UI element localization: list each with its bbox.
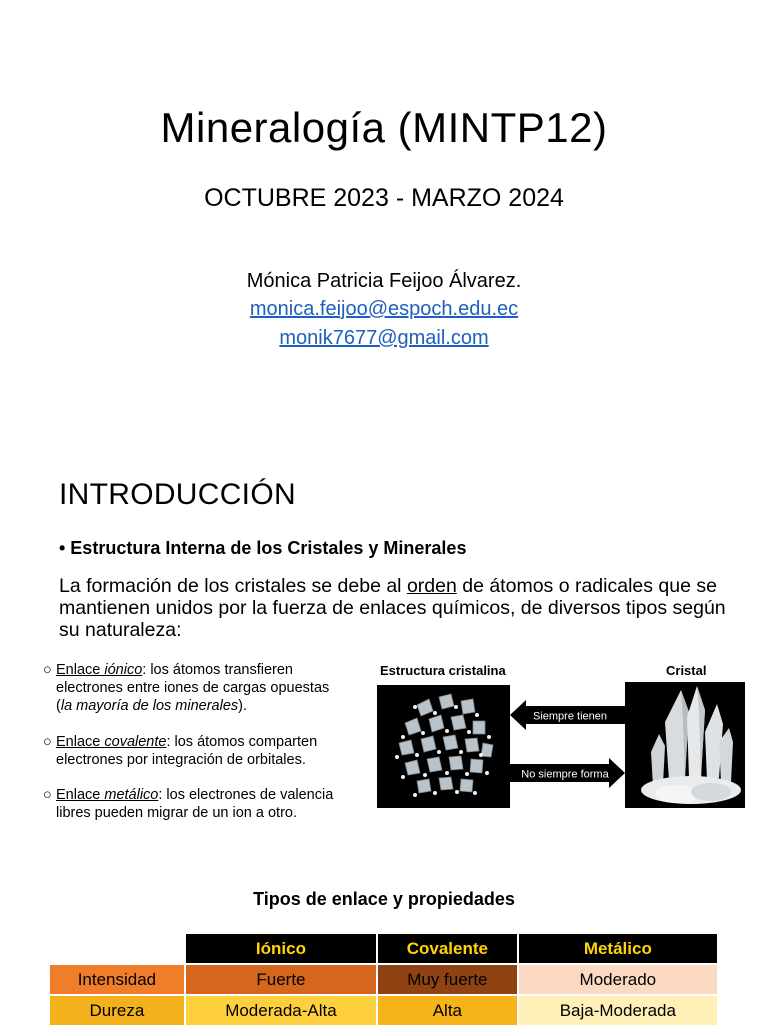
bond-item-metallic xyxy=(43,786,373,822)
header-cell-covalent: Covalente xyxy=(378,934,517,963)
page-title: Mineralogía (MINTP12) xyxy=(160,104,608,151)
email-link-personal[interactable]: monik7677@gmail.com xyxy=(279,327,489,349)
paragraph-text-start: La formación de los cristales se debe al xyxy=(59,575,407,597)
intro-paragraph xyxy=(59,575,739,641)
bond-description-line2: electrones por integración de orbitales. xyxy=(56,752,306,768)
email-container-2 xyxy=(0,327,768,350)
bond-label: Enlace metálico xyxy=(56,787,159,803)
table-row xyxy=(50,996,717,1025)
crystal-lattice-image xyxy=(377,685,510,808)
table-cell: Baja-Moderada xyxy=(519,996,717,1025)
header-cell-ionic: Iónico xyxy=(186,934,376,963)
lattice-icon xyxy=(377,685,510,808)
bond-description: : los átomos comparten xyxy=(166,734,318,750)
bond-label: Enlace covalente xyxy=(56,734,167,750)
arrow-bottom-label: No siempre forma xyxy=(521,768,609,781)
bond-description-line2: electrones entre iones de cargas opuestas xyxy=(56,680,330,696)
figure-label-crystal: Cristal xyxy=(666,663,707,678)
bond-description-line3: (la mayoría de los minerales). xyxy=(56,698,248,714)
table-header-row xyxy=(50,934,717,963)
circle-bullet-icon: ○ xyxy=(43,787,52,803)
bond-description: : los átomos transfieren xyxy=(142,662,293,678)
paragraph-text-end: de átomos o radicales que se mantienen unidos por la fuerza de enlaces químicos, de diversos tipos según su naturaleza: xyxy=(59,575,726,641)
bond-label: Enlace iónico xyxy=(56,662,143,678)
table-cell: Fuerte xyxy=(186,965,376,994)
table-cell: Moderado xyxy=(519,965,717,994)
table-cell: Moderada-Alta xyxy=(186,996,376,1025)
row-label: Intensidad xyxy=(50,965,184,994)
circle-bullet-icon: ○ xyxy=(43,662,52,678)
quartz-crystal-icon xyxy=(625,682,745,808)
email-link-institutional[interactable]: monica.feijoo@espoch.edu.ec xyxy=(249,298,519,320)
figure-label-crystal-structure: Estructura cristalina xyxy=(380,663,506,678)
arrow-top-label: Siempre tienen xyxy=(533,710,607,723)
author-name: Mónica Patricia Feijoo Álvarez. xyxy=(246,270,522,292)
course-period: OCTUBRE 2023 - MARZO 2024 xyxy=(204,184,564,212)
section-heading: INTRODUCCIÓN xyxy=(59,478,296,511)
header-cell-empty xyxy=(50,934,184,963)
table-row xyxy=(50,965,717,994)
table-cell: Alta xyxy=(378,996,517,1025)
bond-description-line2: libres pueden migrar de un ion a otro. xyxy=(56,805,298,821)
bond-description: : los electrones de valencia xyxy=(158,787,334,803)
table-cell: Muy fuerte xyxy=(378,965,517,994)
bond-item-ionic xyxy=(43,661,373,715)
bond-item-covalent xyxy=(43,733,373,769)
bond-properties-table xyxy=(48,932,719,1027)
bullet-heading: • Estructura Interna de los Cristales y Minerales xyxy=(59,538,467,558)
header-cell-metallic: Metálico xyxy=(519,934,717,963)
row-label: Dureza xyxy=(50,996,184,1025)
circle-bullet-icon: ○ xyxy=(43,734,52,750)
table-title: Tipos de enlace y propiedades xyxy=(253,889,515,909)
paragraph-underlined-word: orden xyxy=(406,575,457,597)
email-container-1 xyxy=(0,298,768,321)
arrow-not-always-form xyxy=(510,758,625,788)
arrow-always-have xyxy=(510,700,625,730)
quartz-crystal-image xyxy=(625,682,745,808)
